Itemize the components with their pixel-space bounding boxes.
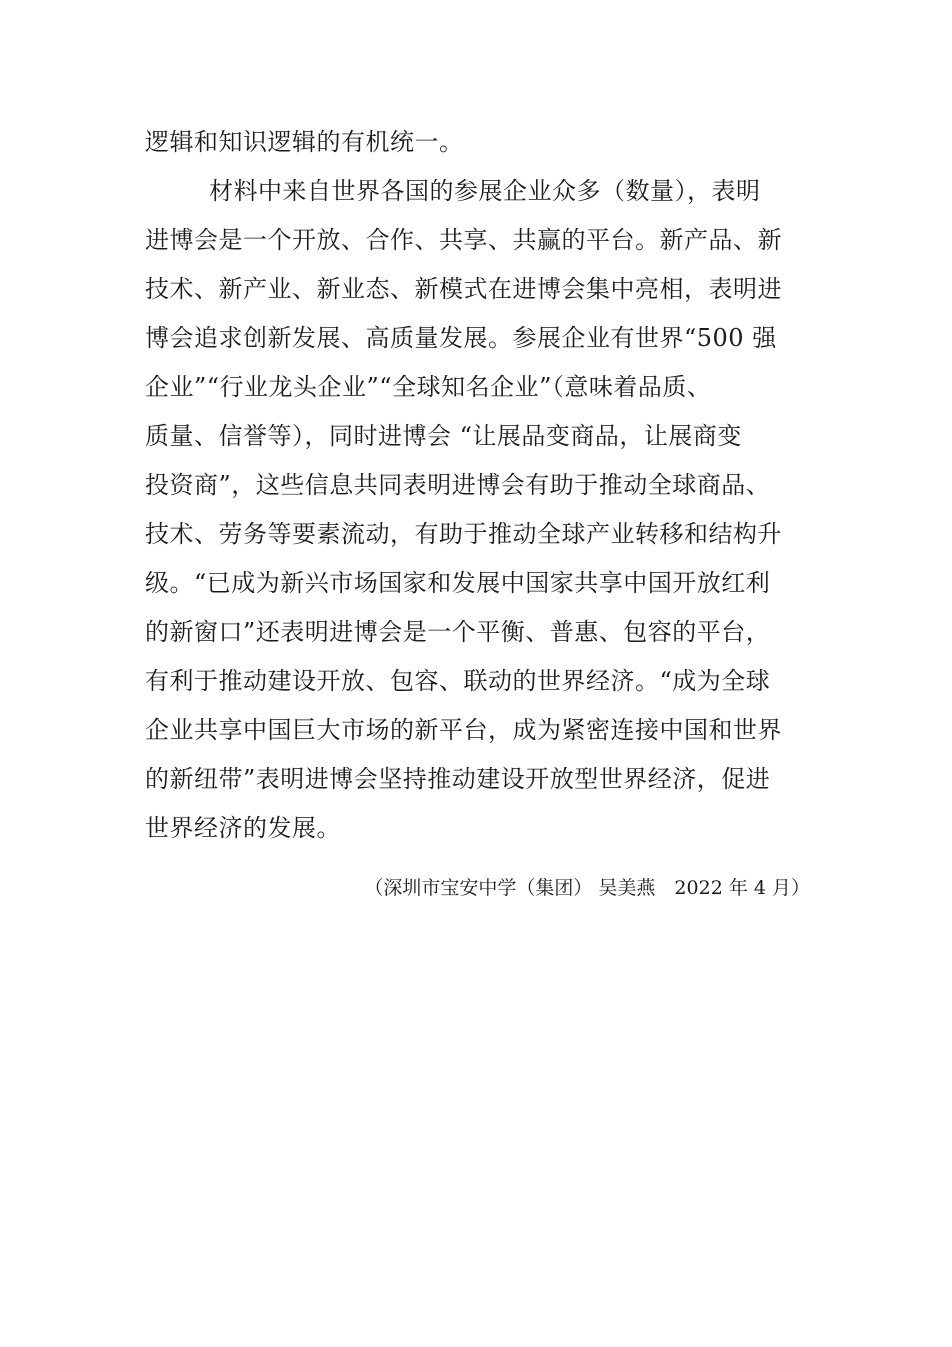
text-line: 技术、劳务等要素流动，有助于推动全球产业转移和结构升 [145,520,782,548]
paragraph-first-line: 材料中来自世界各国的参展企业众多（数量），表明 [209,177,761,205]
author-signature: （深圳市宝安中学（集团） 吴美燕 2022 年 4 月） [364,877,810,899]
text-line: 投资商”，这些信息共同表明进博会有助于推动全球商品、 [145,471,771,499]
text-line: 逻辑和知识逻辑的有机统一。 [145,128,464,156]
text-line: 技术、新产业、新业态、新模式在进博会集中亮相，表明进 [145,275,782,303]
text-line: 企业”“行业龙头企业”“全球知名企业”（意味着品质、 [145,373,712,401]
document-body [145,118,810,853]
text-line: 世界经济的发展。 [145,814,341,842]
text-line: 企业共享中国巨大市场的新平台，成为紧密连接中国和世界 [145,716,782,744]
text-line: 的新窗口”还表明进博会是一个平衡、普惠、包容的平台， [145,618,771,646]
text-line: 质量、信誉等），同时进博会 “让展品变商品，让展商变 [145,422,742,450]
text-line: 的新纽带”表明进博会坚持推动建设开放型世界经济，促进 [145,765,771,793]
text-line: 级。“已成为新兴市场国家和发展中国家共享中国开放红利 [145,569,771,597]
text-line: 进博会是一个开放、合作、共享、共赢的平台。新产品、新 [145,226,782,254]
text-line: 有利于推动建设开放、包容、联动的世界经济。“成为全球 [145,667,771,695]
text-line: 博会追求创新发展、高质量发展。参展企业有世界“500 强 [145,324,777,352]
